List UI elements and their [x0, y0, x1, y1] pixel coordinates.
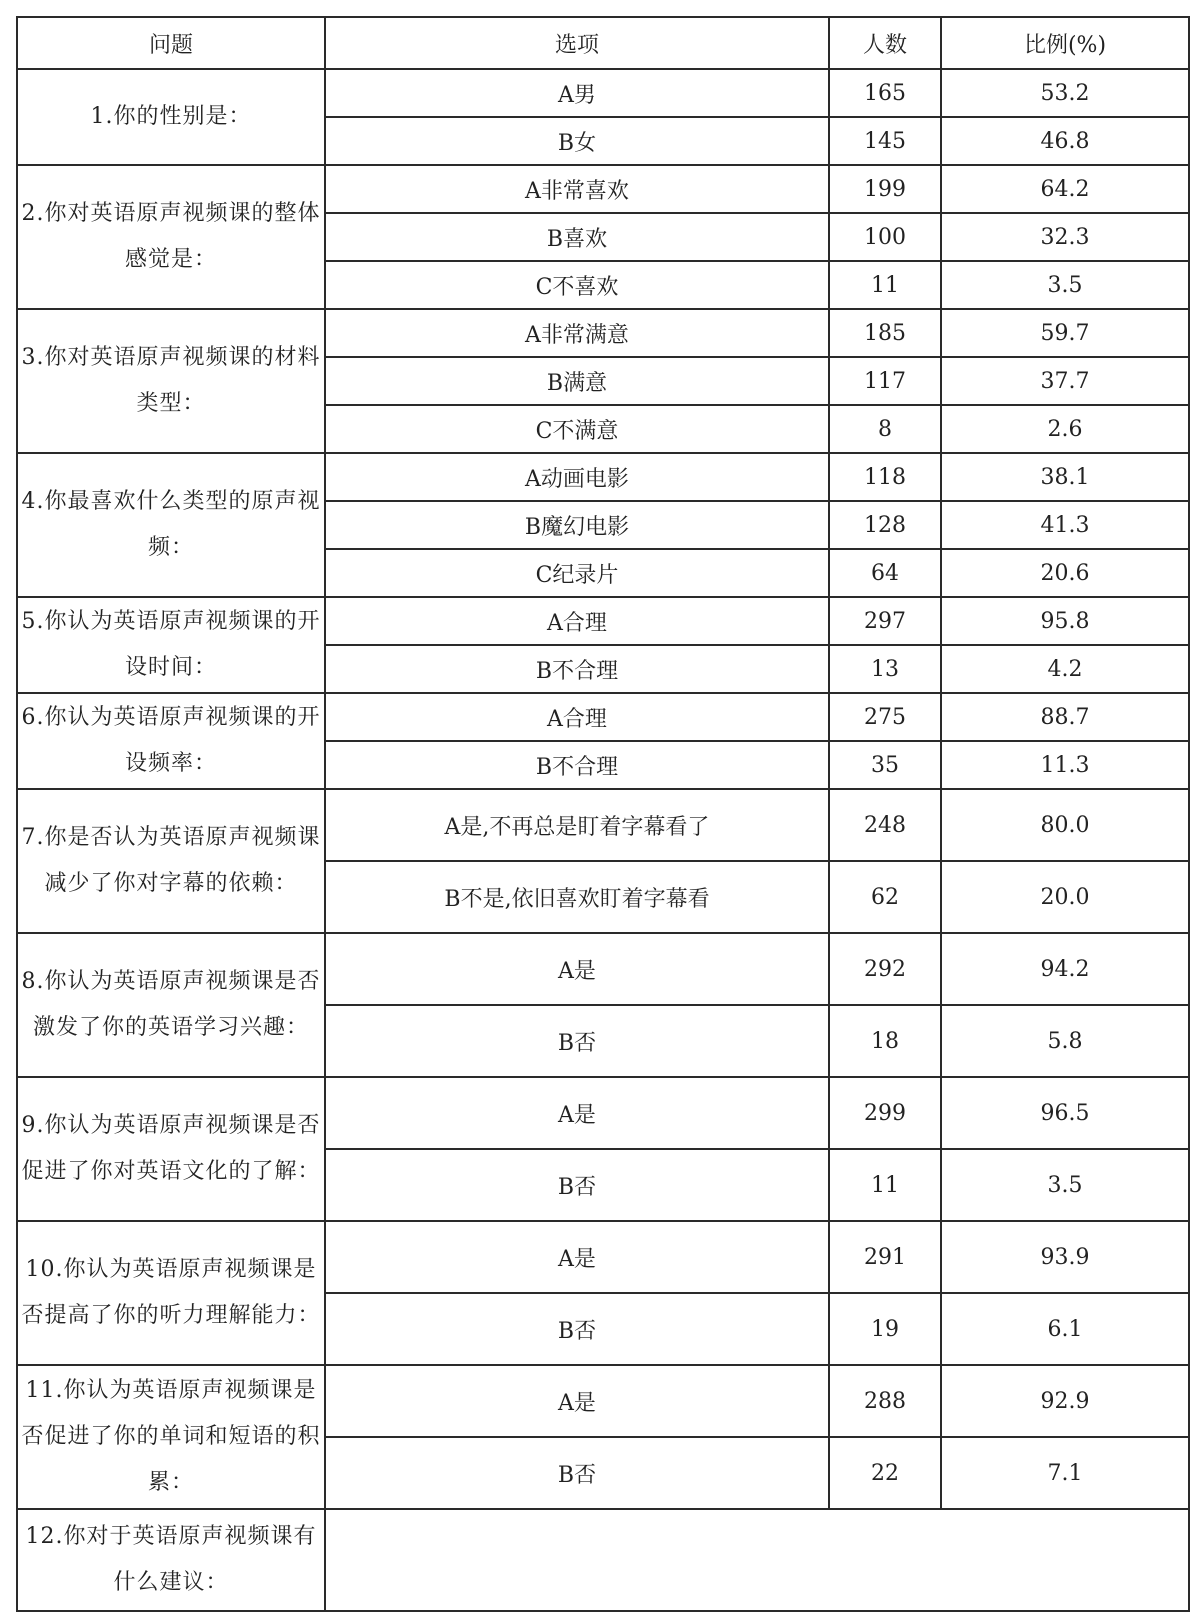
table-row: [17, 933, 1189, 1005]
percent-cell: 46.8: [941, 117, 1189, 165]
count-cell: 299: [829, 1077, 941, 1149]
question-cell: 11.你认为英语原声视频课是否促进了你的单词和短语的积累：: [17, 1365, 325, 1509]
question-cell: 10.你认为英语原声视频课是否提高了你的听力理解能力：: [17, 1221, 325, 1365]
percent-cell: 53.2: [941, 69, 1189, 117]
percent-cell: 95.8: [941, 597, 1189, 645]
table-row: [17, 453, 1189, 501]
percent-cell: 59.7: [941, 309, 1189, 357]
option-cell: B否: [325, 1293, 829, 1365]
table-row: [17, 693, 1189, 741]
percent-cell: 32.3: [941, 213, 1189, 261]
percent-cell: 93.9: [941, 1221, 1189, 1293]
option-cell: C纪录片: [325, 549, 829, 597]
percent-cell: 2.6: [941, 405, 1189, 453]
question-cell: 7.你是否认为英语原声视频课减少了你对字幕的依赖：: [17, 789, 325, 933]
percent-cell: 88.7: [941, 693, 1189, 741]
header-question: 问题: [17, 17, 325, 69]
percent-cell: 20.6: [941, 549, 1189, 597]
count-cell: 199: [829, 165, 941, 213]
count-cell: 275: [829, 693, 941, 741]
option-cell: B喜欢: [325, 213, 829, 261]
percent-cell: 7.1: [941, 1437, 1189, 1509]
count-cell: 64: [829, 549, 941, 597]
question-cell: 9.你认为英语原声视频课是否促进了你对英语文化的了解：: [17, 1077, 325, 1221]
survey-results-table: [16, 16, 1190, 1612]
option-cell: A非常喜欢: [325, 165, 829, 213]
option-cell: A是: [325, 1077, 829, 1149]
table-row: [17, 309, 1189, 357]
percent-cell: 3.5: [941, 261, 1189, 309]
question-cell: 6.你认为英语原声视频课的开设频率：: [17, 693, 325, 789]
table-row: [17, 597, 1189, 645]
question-cell: 8.你认为英语原声视频课是否激发了你的英语学习兴趣：: [17, 933, 325, 1077]
option-cell: B否: [325, 1149, 829, 1221]
option-cell: A合理: [325, 597, 829, 645]
table-row: [17, 1077, 1189, 1149]
table-row: [17, 789, 1189, 861]
table-row: [17, 165, 1189, 213]
empty-suggestion-cell: [325, 1509, 1189, 1611]
count-cell: 292: [829, 933, 941, 1005]
percent-cell: 6.1: [941, 1293, 1189, 1365]
count-cell: 13: [829, 645, 941, 693]
option-cell: A是: [325, 1365, 829, 1437]
option-cell: B女: [325, 117, 829, 165]
percent-cell: 94.2: [941, 933, 1189, 1005]
header-percent: 比例(%): [941, 17, 1189, 69]
count-cell: 165: [829, 69, 941, 117]
option-cell: A是: [325, 1221, 829, 1293]
percent-cell: 37.7: [941, 357, 1189, 405]
percent-cell: 4.2: [941, 645, 1189, 693]
percent-cell: 5.8: [941, 1005, 1189, 1077]
question-cell: 4.你最喜欢什么类型的原声视频：: [17, 453, 325, 597]
table-row: [17, 1509, 1189, 1611]
count-cell: 22: [829, 1437, 941, 1509]
count-cell: 8: [829, 405, 941, 453]
percent-cell: 92.9: [941, 1365, 1189, 1437]
count-cell: 118: [829, 453, 941, 501]
option-cell: B魔幻电影: [325, 501, 829, 549]
count-cell: 62: [829, 861, 941, 933]
header-count: 人数: [829, 17, 941, 69]
count-cell: 18: [829, 1005, 941, 1077]
count-cell: 35: [829, 741, 941, 789]
question-cell: 5.你认为英语原声视频课的开设时间：: [17, 597, 325, 693]
option-cell: B满意: [325, 357, 829, 405]
option-cell: C不满意: [325, 405, 829, 453]
option-cell: B不是,依旧喜欢盯着字幕看: [325, 861, 829, 933]
table-row: [17, 1221, 1189, 1293]
option-cell: B否: [325, 1005, 829, 1077]
question-cell: 1.你的性别是：: [17, 69, 325, 165]
question-cell: 2.你对英语原声视频课的整体感觉是：: [17, 165, 325, 309]
option-cell: B否: [325, 1437, 829, 1509]
option-cell: A男: [325, 69, 829, 117]
question-cell: 12.你对于英语原声视频课有什么建议：: [17, 1509, 325, 1611]
percent-cell: 3.5: [941, 1149, 1189, 1221]
option-cell: A是: [325, 933, 829, 1005]
percent-cell: 11.3: [941, 741, 1189, 789]
option-cell: B不合理: [325, 645, 829, 693]
count-cell: 288: [829, 1365, 941, 1437]
percent-cell: 20.0: [941, 861, 1189, 933]
count-cell: 11: [829, 261, 941, 309]
option-cell: A动画电影: [325, 453, 829, 501]
percent-cell: 96.5: [941, 1077, 1189, 1149]
count-cell: 291: [829, 1221, 941, 1293]
count-cell: 11: [829, 1149, 941, 1221]
option-cell: A非常满意: [325, 309, 829, 357]
percent-cell: 80.0: [941, 789, 1189, 861]
count-cell: 100: [829, 213, 941, 261]
count-cell: 128: [829, 501, 941, 549]
table-row: [17, 1365, 1189, 1437]
percent-cell: 64.2: [941, 165, 1189, 213]
percent-cell: 38.1: [941, 453, 1189, 501]
count-cell: 185: [829, 309, 941, 357]
count-cell: 19: [829, 1293, 941, 1365]
option-cell: C不喜欢: [325, 261, 829, 309]
table-row: [17, 69, 1189, 117]
header-option: 选项: [325, 17, 829, 69]
question-cell: 3.你对英语原声视频课的材料类型：: [17, 309, 325, 453]
count-cell: 297: [829, 597, 941, 645]
count-cell: 117: [829, 357, 941, 405]
option-cell: A合理: [325, 693, 829, 741]
count-cell: 145: [829, 117, 941, 165]
option-cell: A是,不再总是盯着字幕看了: [325, 789, 829, 861]
header-row: [17, 17, 1189, 69]
percent-cell: 41.3: [941, 501, 1189, 549]
option-cell: B不合理: [325, 741, 829, 789]
count-cell: 248: [829, 789, 941, 861]
